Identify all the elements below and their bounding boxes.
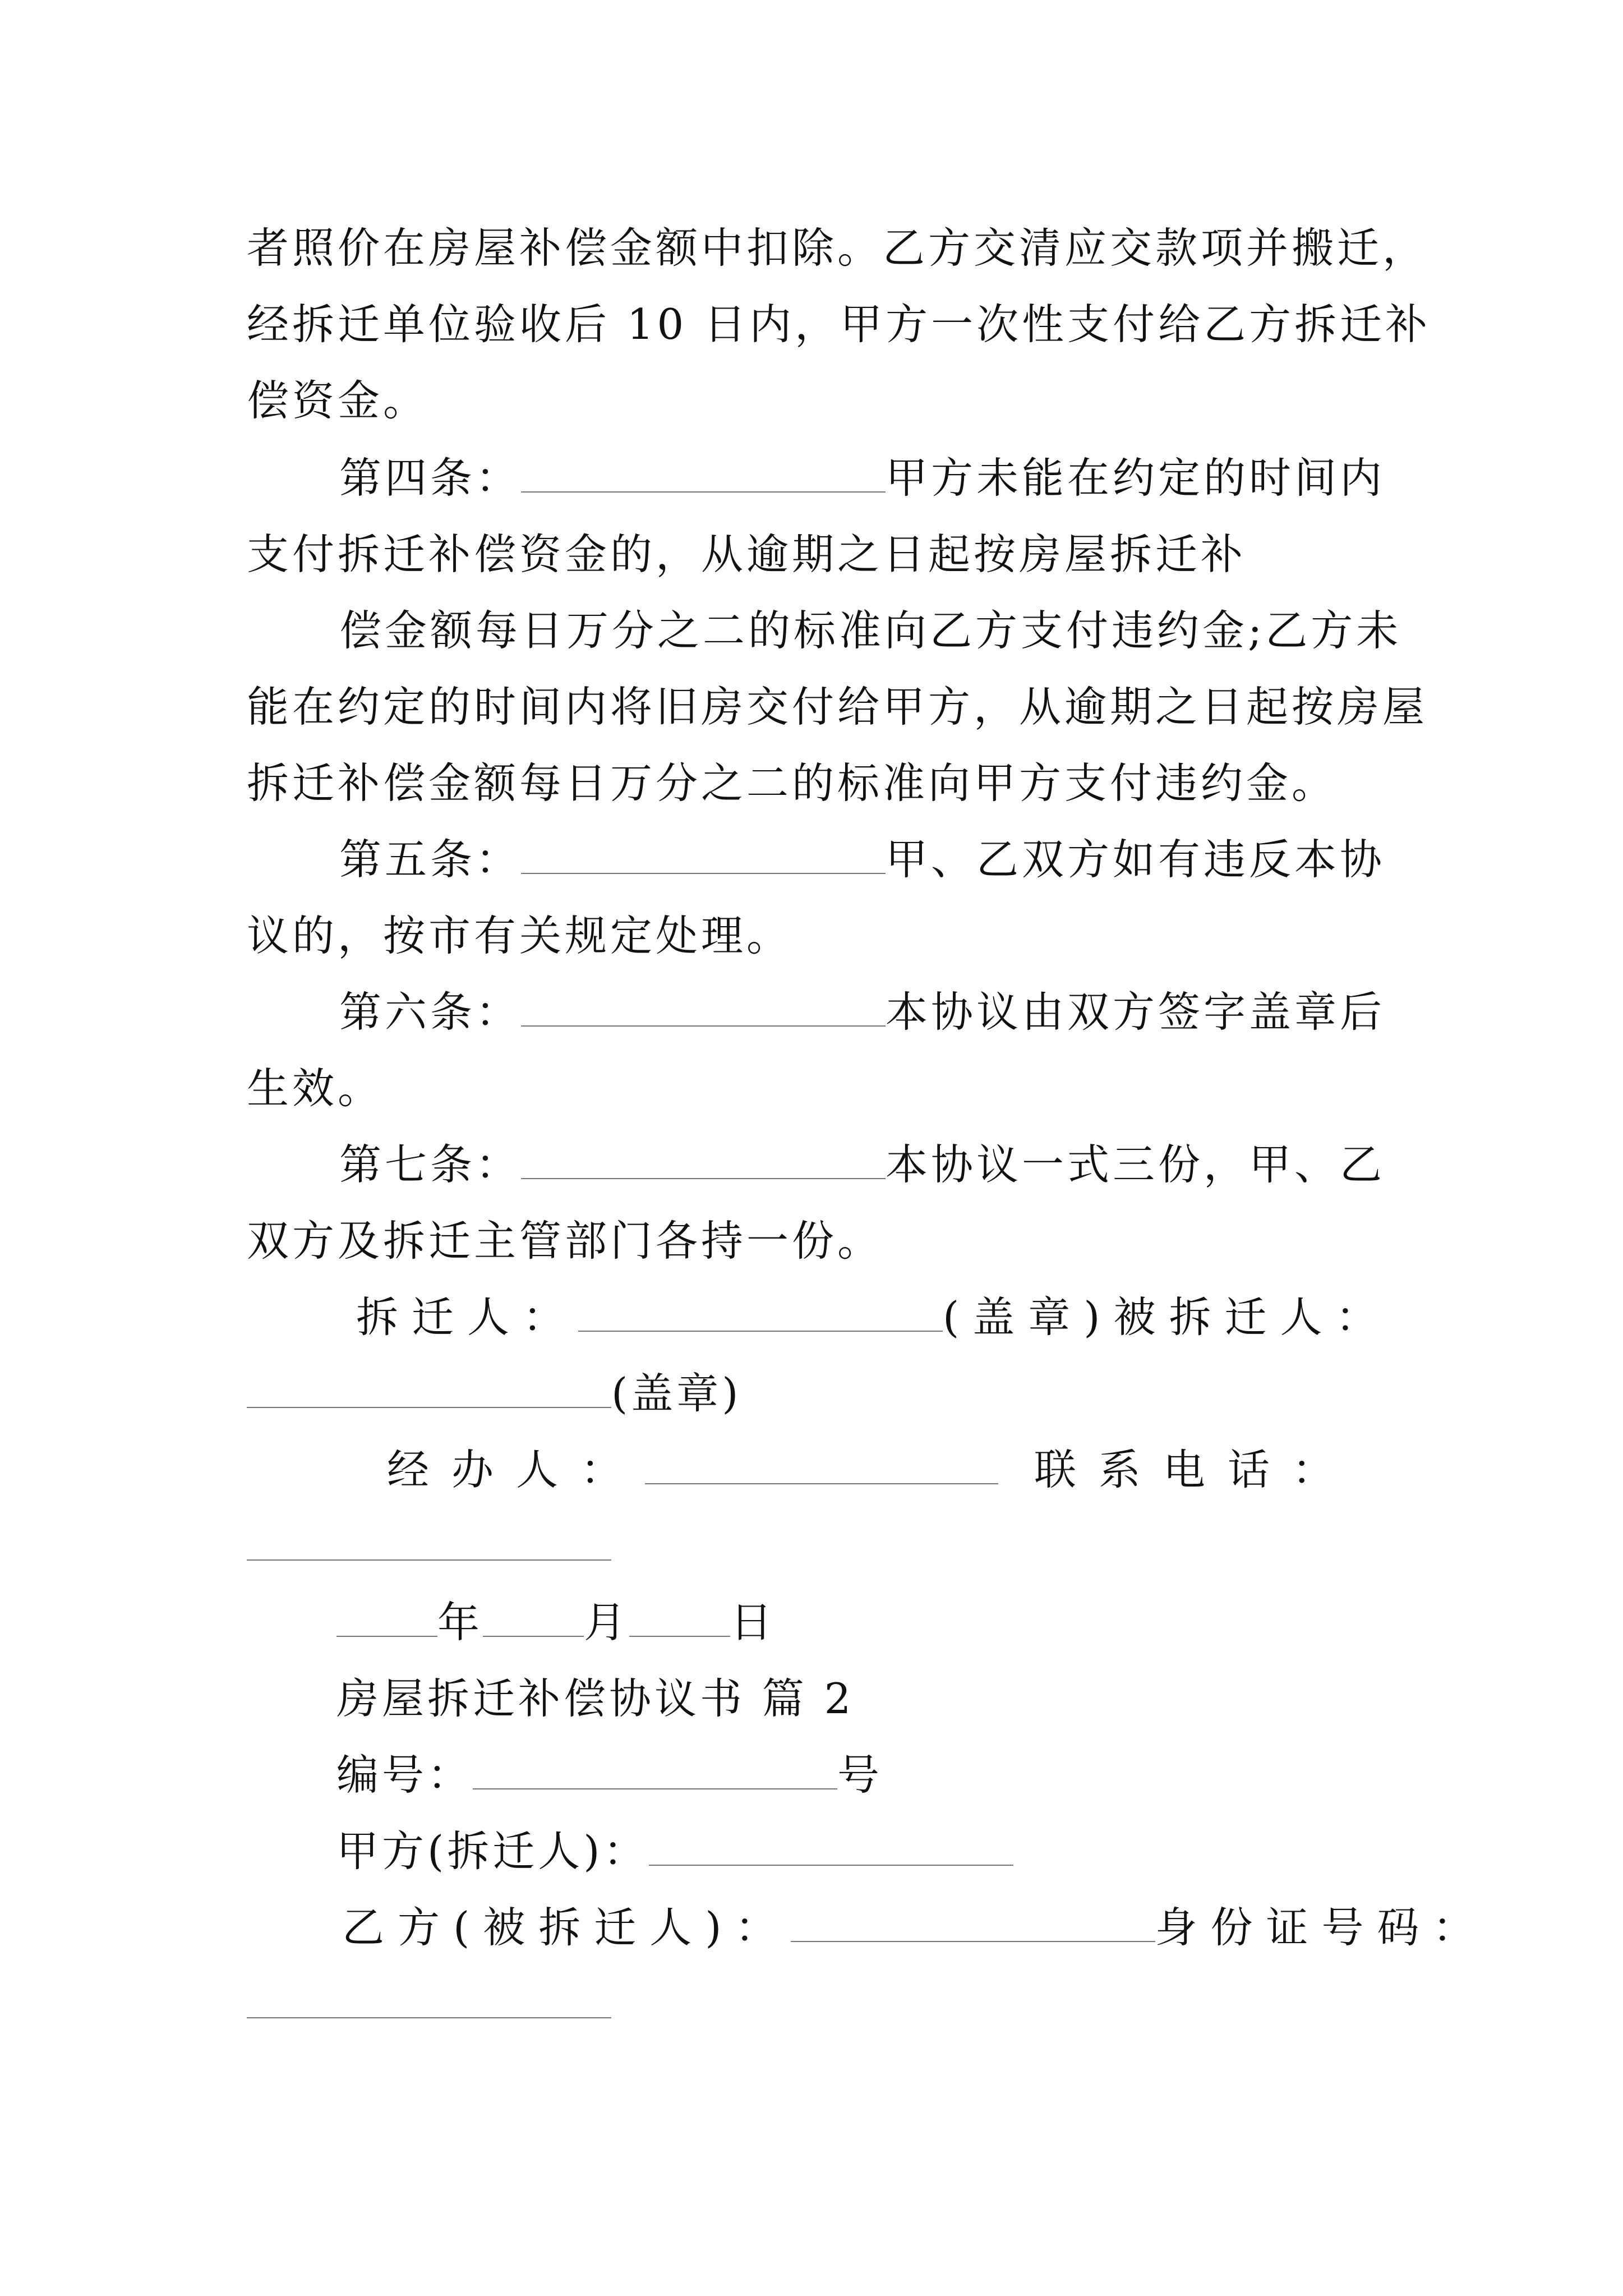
paragraph-line: 偿资金。: [247, 376, 429, 425]
handler-label: 经办人：: [387, 1445, 645, 1494]
article-7-label: 第七条：: [339, 1140, 522, 1189]
party-a-label: 甲方(拆迁人)：: [336, 1826, 649, 1876]
date-line: [336, 1594, 776, 1650]
paragraph-line: 经拆迁单位验收后 10 日内，甲方一次性支付给乙方拆迁补: [247, 300, 1431, 349]
section-title: 房屋拆迁补偿协议书 篇 2: [336, 1674, 855, 1723]
blank-line: [247, 1980, 611, 2018]
number-line: [336, 1747, 883, 1803]
id-number-label: 身份证号码：: [1155, 1903, 1488, 1952]
month-label: 月: [584, 1598, 630, 1647]
article-5-line: [339, 831, 1385, 887]
blank-line: [483, 1599, 584, 1637]
paragraph-line: 议的，按市有关规定处理。: [247, 911, 792, 960]
blank-row: [247, 1976, 611, 2032]
article-6-line: [339, 984, 1385, 1040]
article-4-line: [339, 450, 1385, 506]
blank-line: [473, 1751, 837, 1789]
blank-line: [521, 454, 886, 493]
paragraph-line: 拆迁补偿金额每日万分之二的标准向甲方支付违约金。: [247, 758, 1338, 808]
article-6-label: 第六条：: [339, 987, 522, 1037]
blank-line: [247, 1522, 611, 1561]
number-suffix: 号: [837, 1750, 883, 1800]
article-4-text: 甲方未能在约定的时间内: [886, 453, 1386, 503]
article-6-text: 本协议由双方签字盖章后: [886, 987, 1386, 1037]
paragraph-line: 偿金额每日万分之二的标准向乙方支付违约金;乙方未: [339, 606, 1402, 655]
blank-line: [521, 1141, 886, 1179]
blank-line: [649, 1828, 1013, 1866]
article-7-line: [339, 1137, 1385, 1193]
handler-line: [387, 1442, 1357, 1498]
year-label: 年: [437, 1598, 483, 1647]
demolished-label: 被拆迁人：: [1113, 1292, 1391, 1342]
party-a-line: [336, 1823, 1013, 1879]
blank-line: [629, 1599, 730, 1637]
blank-line: [521, 988, 886, 1027]
party-b-label: 乙方(被拆迁人)：: [342, 1903, 791, 1952]
phone-label: 联系电话：: [1034, 1445, 1357, 1494]
blank-line: [336, 1599, 437, 1637]
paragraph-line: 支付拆迁补偿资金的，从逾期之日起按房屋拆迁补: [247, 530, 1247, 579]
blank-line: [791, 1904, 1155, 1942]
blank-line: [521, 836, 886, 874]
blank-row: [247, 1518, 611, 1574]
seal-label: (盖章): [611, 1369, 742, 1418]
signature-line: [356, 1289, 1391, 1345]
article-5-text: 甲、乙双方如有违反本协: [886, 835, 1386, 884]
party-b-line: [342, 1899, 1488, 1955]
number-label: 编号：: [336, 1750, 473, 1800]
article-5-label: 第五条：: [339, 835, 522, 884]
paragraph-line: 能在约定的时间内将旧房交付给甲方，从逾期之日起按房屋: [247, 682, 1428, 731]
paragraph-line: 者照价在房屋补偿金额中扣除。乙方交清应交款项并搬迁，: [247, 223, 1428, 273]
article-7-text: 本协议一式三份，甲、乙: [886, 1140, 1386, 1189]
paragraph-line: 双方及拆迁主管部门各持一份。: [247, 1216, 883, 1266]
blank-line: [645, 1446, 998, 1484]
paragraph-line: 生效。: [247, 1064, 384, 1113]
seal-label: (盖章): [943, 1292, 1114, 1342]
day-label: 日: [730, 1598, 776, 1647]
blank-line: [578, 1294, 943, 1332]
article-4-label: 第四条：: [339, 453, 522, 503]
demolisher-label: 拆迁人：: [356, 1292, 579, 1342]
blank-line: [247, 1370, 611, 1408]
seal-line: [247, 1365, 742, 1421]
